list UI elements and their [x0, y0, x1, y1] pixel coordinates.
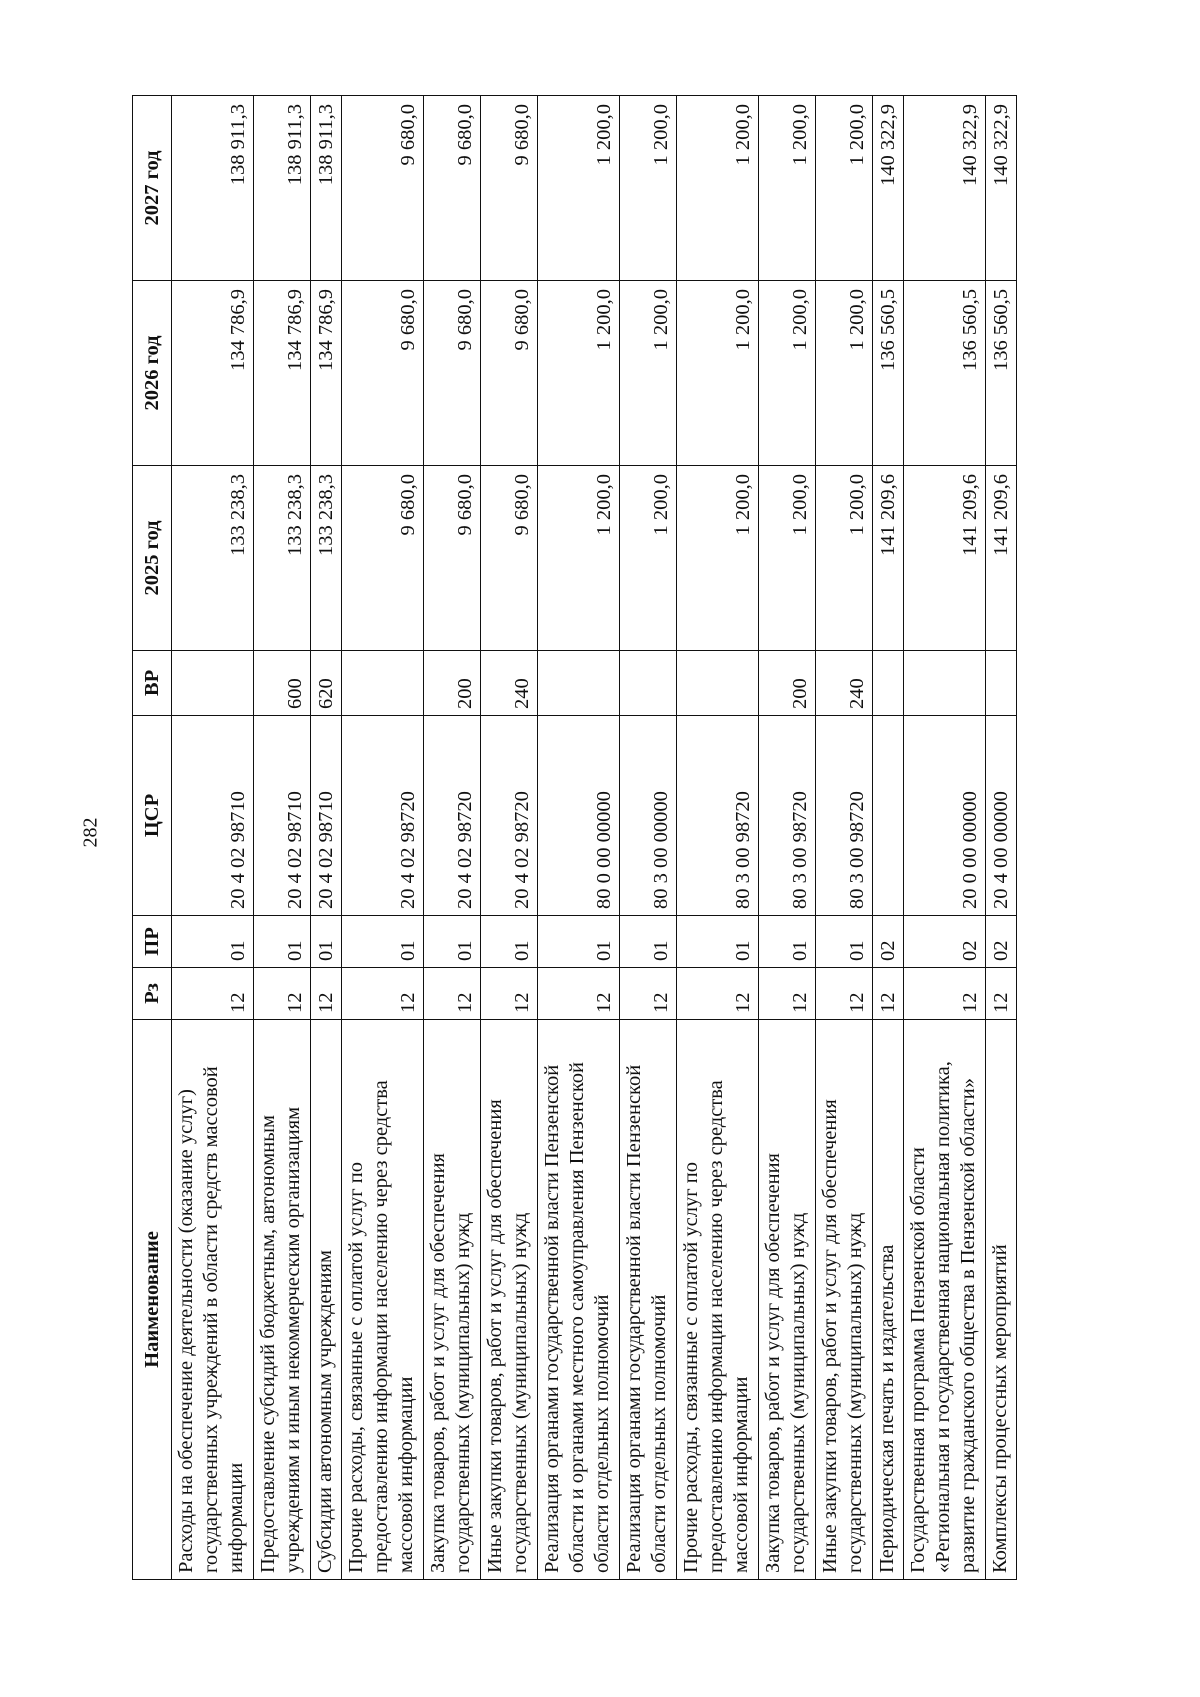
cell-rz: 12 [481, 968, 538, 1020]
cell-2027: 138 911,3 [254, 96, 311, 281]
cell-2027: 9 680,0 [342, 96, 424, 281]
cell-2026: 9 680,0 [424, 281, 481, 466]
cell-rz: 12 [537, 968, 619, 1020]
cell-rz: 12 [254, 968, 311, 1020]
table-row [172, 96, 254, 1580]
cell-pr: 01 [759, 916, 816, 968]
cell-pr: 01 [424, 916, 481, 968]
cell-csr: 80 3 00 00000 [620, 716, 677, 916]
cell-2027: 1 200,0 [759, 96, 816, 281]
cell-2026: 134 786,9 [311, 281, 342, 466]
cell-name: Иные закупки товаров, работ и услуг для обеспечения государственных (муниципальных) нужд [816, 1020, 873, 1580]
cell-2026: 9 680,0 [481, 281, 538, 466]
cell-name: Расходы на обеспечение деятельности (оказание услуг) государственных учреждений в области средств массовой информации [172, 1020, 254, 1580]
cell-rz: 12 [620, 968, 677, 1020]
cell-csr: 20 4 02 98710 [254, 716, 311, 916]
page-number-text: 282 [79, 817, 102, 847]
cell-2027: 140 322,9 [986, 96, 1017, 281]
cell-rz: 12 [424, 968, 481, 1020]
cell-2026: 136 560,5 [986, 281, 1017, 466]
cell-2025: 133 238,3 [311, 466, 342, 651]
cell-csr [872, 716, 903, 916]
cell-csr: 20 4 02 98720 [424, 716, 481, 916]
cell-csr: 20 4 02 98720 [342, 716, 424, 916]
cell-2027: 1 200,0 [537, 96, 619, 281]
cell-csr: 80 3 00 98720 [676, 716, 758, 916]
cell-name: Комплексы процессных мероприятий [986, 1020, 1017, 1580]
cell-csr: 80 0 00 00000 [537, 716, 619, 916]
cell-name: Периодическая печать и издательства [872, 1020, 903, 1580]
cell-2026: 1 200,0 [759, 281, 816, 466]
cell-vr [172, 651, 254, 716]
table-row [311, 96, 342, 1580]
cell-2025: 1 200,0 [537, 466, 619, 651]
table-row [342, 96, 424, 1580]
table-body [172, 96, 1017, 1580]
cell-2026: 9 680,0 [342, 281, 424, 466]
cell-2025: 9 680,0 [342, 466, 424, 651]
table-row [986, 96, 1017, 1580]
cell-vr [903, 651, 985, 716]
cell-csr: 20 4 02 98720 [481, 716, 538, 916]
cell-csr: 20 4 00 00000 [986, 716, 1017, 916]
cell-2027: 9 680,0 [424, 96, 481, 281]
budget-table-container [132, 95, 1017, 1580]
cell-name: Государственная программа Пензенской области «Региональная и государственная национальная политика, развитие гражданского общества в Пензенской области» [903, 1020, 985, 1580]
cell-2025: 133 238,3 [254, 466, 311, 651]
cell-rz: 12 [872, 968, 903, 1020]
cell-2026: 136 560,5 [872, 281, 903, 466]
cell-pr: 01 [311, 916, 342, 968]
table-row [676, 96, 758, 1580]
cell-2027: 9 680,0 [481, 96, 538, 281]
cell-name: Прочие расходы, связанные с оплатой услуг по предоставлению информации населению через средства массовой информации [676, 1020, 758, 1580]
cell-2026: 136 560,5 [903, 281, 985, 466]
cell-rz: 12 [759, 968, 816, 1020]
cell-2027: 138 911,3 [311, 96, 342, 281]
table-header-row [133, 96, 172, 1580]
cell-2025: 9 680,0 [481, 466, 538, 651]
cell-name: Иные закупки товаров, работ и услуг для обеспечения государственных (муниципальных) нужд [481, 1020, 538, 1580]
cell-2025: 1 200,0 [676, 466, 758, 651]
cell-vr: 600 [254, 651, 311, 716]
header-2026: 2026 год [133, 281, 172, 466]
cell-pr: 01 [537, 916, 619, 968]
cell-2026: 1 200,0 [537, 281, 619, 466]
cell-pr: 01 [676, 916, 758, 968]
header-pr: ПР [133, 916, 172, 968]
cell-name: Прочие расходы, связанные с оплатой услуг по предоставлению информации населению через средства массовой информации [342, 1020, 424, 1580]
header-2025: 2025 год [133, 466, 172, 651]
cell-2025: 1 200,0 [816, 466, 873, 651]
cell-pr: 01 [172, 916, 254, 968]
table-row [537, 96, 619, 1580]
cell-vr [342, 651, 424, 716]
cell-2027: 1 200,0 [676, 96, 758, 281]
cell-vr: 240 [816, 651, 873, 716]
cell-2025: 141 209,6 [872, 466, 903, 651]
cell-vr [537, 651, 619, 716]
cell-name: Закупка товаров, работ и услуг для обеспечения государственных (муниципальных) нужд [424, 1020, 481, 1580]
cell-name: Реализация органами государственной власти Пензенской области отдельных полномочий [620, 1020, 677, 1580]
cell-csr: 20 0 00 00000 [903, 716, 985, 916]
cell-rz: 12 [311, 968, 342, 1020]
cell-vr: 620 [311, 651, 342, 716]
cell-pr: 01 [620, 916, 677, 968]
table-row [620, 96, 677, 1580]
cell-vr: 200 [759, 651, 816, 716]
cell-csr: 20 4 02 98710 [311, 716, 342, 916]
cell-csr: 20 4 02 98710 [172, 716, 254, 916]
cell-vr: 200 [424, 651, 481, 716]
cell-rz: 12 [676, 968, 758, 1020]
header-2027: 2027 год [133, 96, 172, 281]
table-row [481, 96, 538, 1580]
cell-rz: 12 [816, 968, 873, 1020]
cell-2025: 133 238,3 [172, 466, 254, 651]
budget-table [132, 95, 1017, 1580]
table-row [903, 96, 985, 1580]
cell-name: Реализация органами государственной власти Пензенской области и органами местного самоуправления Пензенской области отдельных полномочий [537, 1020, 619, 1580]
cell-2027: 1 200,0 [816, 96, 873, 281]
cell-2026: 1 200,0 [620, 281, 677, 466]
table-row [759, 96, 816, 1580]
header-csr: ЦСР [133, 716, 172, 916]
cell-2027: 140 322,9 [872, 96, 903, 281]
cell-rz: 12 [342, 968, 424, 1020]
table-row [424, 96, 481, 1580]
cell-pr: 01 [481, 916, 538, 968]
cell-pr: 02 [872, 916, 903, 968]
cell-2025: 9 680,0 [424, 466, 481, 651]
header-vr: ВР [133, 651, 172, 716]
cell-2026: 134 786,9 [254, 281, 311, 466]
cell-2025: 141 209,6 [986, 466, 1017, 651]
header-rz: Рз [133, 968, 172, 1020]
cell-vr [676, 651, 758, 716]
cell-csr: 80 3 00 98720 [759, 716, 816, 916]
cell-rz: 12 [903, 968, 985, 1020]
cell-pr: 01 [254, 916, 311, 968]
cell-vr [620, 651, 677, 716]
cell-2025: 141 209,6 [903, 466, 985, 651]
cell-pr: 02 [986, 916, 1017, 968]
header-name: Наименование [133, 1020, 172, 1580]
cell-2027: 138 911,3 [172, 96, 254, 281]
cell-vr [986, 651, 1017, 716]
table-row [872, 96, 903, 1580]
cell-2025: 1 200,0 [620, 466, 677, 651]
cell-name: Предоставление субсидий бюджетным, автономным учреждениям и иным некоммерческим организациям [254, 1020, 311, 1580]
cell-2027: 1 200,0 [620, 96, 677, 281]
page-number [76, 812, 106, 852]
cell-2026: 1 200,0 [676, 281, 758, 466]
cell-rz: 12 [986, 968, 1017, 1020]
cell-vr: 240 [481, 651, 538, 716]
cell-2025: 1 200,0 [759, 466, 816, 651]
table-row [816, 96, 873, 1580]
cell-2027: 140 322,9 [903, 96, 985, 281]
cell-rz: 12 [172, 968, 254, 1020]
table-row [254, 96, 311, 1580]
cell-pr: 02 [903, 916, 985, 968]
cell-pr: 01 [342, 916, 424, 968]
cell-2026: 134 786,9 [172, 281, 254, 466]
cell-pr: 01 [816, 916, 873, 968]
cell-csr: 80 3 00 98720 [816, 716, 873, 916]
cell-2026: 1 200,0 [816, 281, 873, 466]
cell-name: Субсидии автономным учреждениям [311, 1020, 342, 1580]
cell-vr [872, 651, 903, 716]
cell-name: Закупка товаров, работ и услуг для обеспечения государственных (муниципальных) нужд [759, 1020, 816, 1580]
